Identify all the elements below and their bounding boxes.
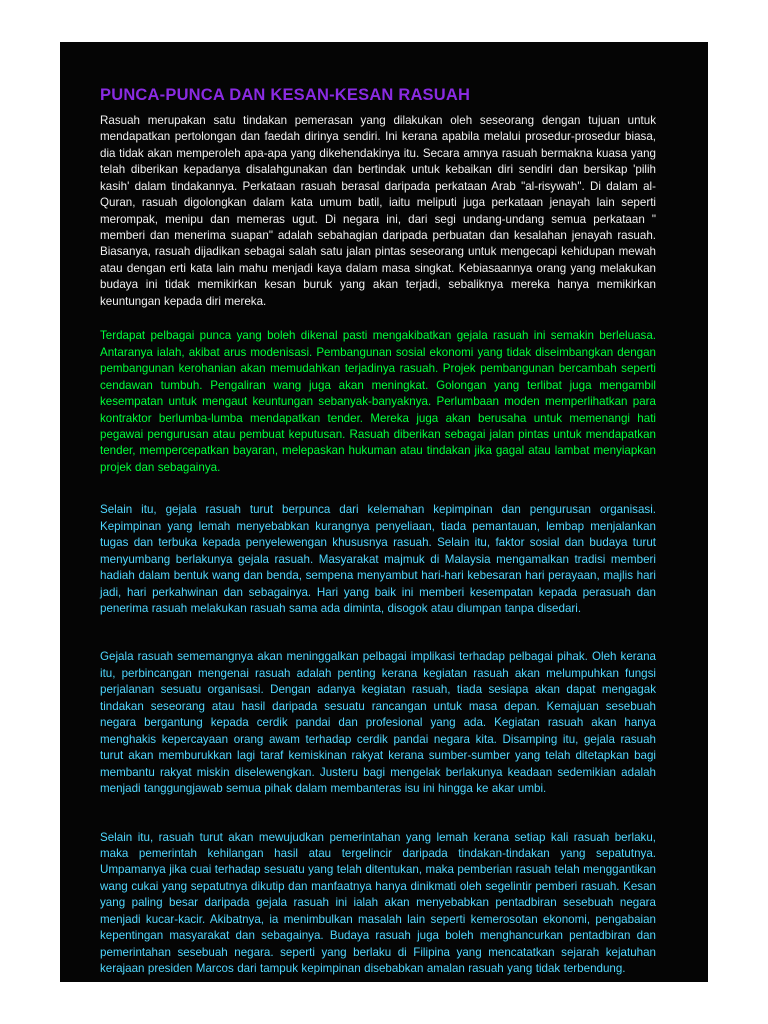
document-sheet	[60, 42, 708, 982]
paragraph-causes-modernisation: Terdapat pelbagai punca yang boleh dikenal pasti mengakibatkan gejala rasuah ini semakin berleluasa. Antaranya ialah, akibat arus modenisasi. Pembangunan sosial ekonomi yang tidak diseimbangkan dengan pembangunan kerohanian akan memudahkan terjadinya rasuah. Projek pembangunan bercambah seperti cendawan tumbuh. Pengaliran wang juga akan meningkat. Golongan yang terlibat juga mengambil kesempatan untuk mengaut keuntungan sebanyak-banyaknya. Perlumbaan moden memperlihatkan para kontraktor berlumba-lumba mendapatkan tender. Mereka juga akan berusaha untuk memenangi hati pegawai pengurusan atau pembuat keputusan. Rasuah diberikan sebagai jalan pintas untuk mendapatkan tender, mempercepatkan bayaran, melepaskan hukuman atau tindakan jika gagal atau lambat menyiapkan projek dan sebagainya.	[100, 329, 656, 474]
page-title: PUNCA-PUNCA DAN KESAN-KESAN RASUAH	[100, 86, 471, 104]
paragraph-causes-leadership: Selain itu, gejala rasuah turut berpunca dari kelemahan kepimpinan dan pengurusan organisasi. Kepimpinan yang lemah menyebabkan kurangnya penyeliaan, tiada pemantauan, lembap menjalankan tugas dan terbuka kepada penyelewengan khususnya rasuah. Selain itu, faktor sosial dan budaya turut menyumbang berlakunya gejala rasuah. Masyarakat majmuk di Malaysia mengamalkan tradisi memberi hadiah dalam bentuk wang dan benda, sempena menyambut hari-hari kebesaran hari perayaan, majlis hari jadi, hari perkahwinan dan sebagainya. Hari yang baik ini memberi kesempatan kepada perasuah dan penerima rasuah melakukan rasuah sama ada diminta, disogok atau diumpan tanpa disedari.	[100, 503, 656, 616]
paragraph-effects-government: Selain itu, rasuah turut akan mewujudkan pemerintahan yang lemah kerana setiap kali rasuah berlaku, maka pemerintah kehilangan hasil atau tergelincir daripada tindakan-tindakan yang sepatutnya. Umpamanya jika cuai terhadap sesuatu yang telah ditentukan, maka pemberian rasuah telah menggantikan wang cukai yang sepatutnya dikutip dan manfaatnya hanya dinikmati oleh segelintir pemberi rasuah. Kesan yang paling besar daripada gejala rasuah ini ialah akan menyebabkan pentadbiran sesebuah negara menjadi kucar-kacir. Akibatnya, ia menimbulkan masalah lain seperti kemerosotan ekonomi, pengabaian kepentingan masyarakat dan sebagainya. Budaya rasuah juga boleh menghancurkan pentadbiran dan pemerintahan sesebuah negara. seperti yang berlaku di Filipina yang mencatatkan sejarah kejatuhan kerajaan presiden Marcos dari tampuk kepimpinan disebabkan amalan rasuah yang tidak terbendung.	[100, 830, 656, 976]
paragraph-intro: Rasuah merupakan satu tindakan pemerasan yang dilakukan oleh seseorang dengan tujuan untuk mendapatkan pertolongan dan faedah dirinya sendiri. Ini kerana apabila melalui prosedur-prosedur biasa, dia tidak akan memperoleh apa-apa yang dikehendakinya itu. Secara amnya rasuah bermakna kuasa yang telah diberikan kepadanya disalahgunakan dan bertindak untuk kebaikan diri sendiri dan bersikap 'pilih kasih' dalam tindakannya. Perkataan rasuah berasal daripada perkataan Arab "al-risywah". Di dalam al-Quran, rasuah digolongkan dalam kata umum batil, iaitu meliputi juga perkataan jenayah lain seperti merompak, menipu dan memeras ugut. Di negara ini, dari segi undang-undang semua perkataan " memberi dan menerima suapan" adalah sebahagian daripada perbuatan dan kesalahan jenayah rasuah. Biasanya, rasuah dijadikan sebagai salah satu jalan pintas seseorang untuk mengecapi kehidupan mewah atau dengan erti kata lain mahu menjadi kaya dalam masa singkat. Kebiasaannya orang yang melakukan budaya ini tidak memikirkan kesan buruk yang akan terjadi, sebaliknya mereka hanya memikirkan keuntungan kepada diri mereka.	[100, 113, 656, 308]
paragraph-effects-organisation: Gejala rasuah sememangnya akan meninggalkan pelbagai implikasi terhadap pelbagai pihak. Oleh kerana itu, perbincangan mengenai rasuah adalah penting kerana kegiatan rasuah akan melumpuhkan fungsi perjalanan sesuatu organisasi. Dengan adanya kegiatan rasuah, tiada sesiapa akan dapat mengagak tindakan seseorang atau hasil daripada sesuatu rancangan untuk masa depan. Kemajuan sesebuah negara bergantung kepada cerdik pandai dan profesional yang ada. Kegiatan rasuah akan hanya menghakis kepercayaan orang awam terhadap cerdik pandai negara kita. Disamping itu, gejala rasuah turut akan memburukkan lagi taraf kemiskinan rakyat kerana sumber-sumber yang telah ditetapkan bagi membantu rakyat miskin diselewengkan. Justeru bagi mengelak berlakunya keadaan sedemikian adalah menjadi tanggungjawab semua pihak dalam membanteras isu ini hingga ke akar umbi.	[100, 650, 656, 796]
